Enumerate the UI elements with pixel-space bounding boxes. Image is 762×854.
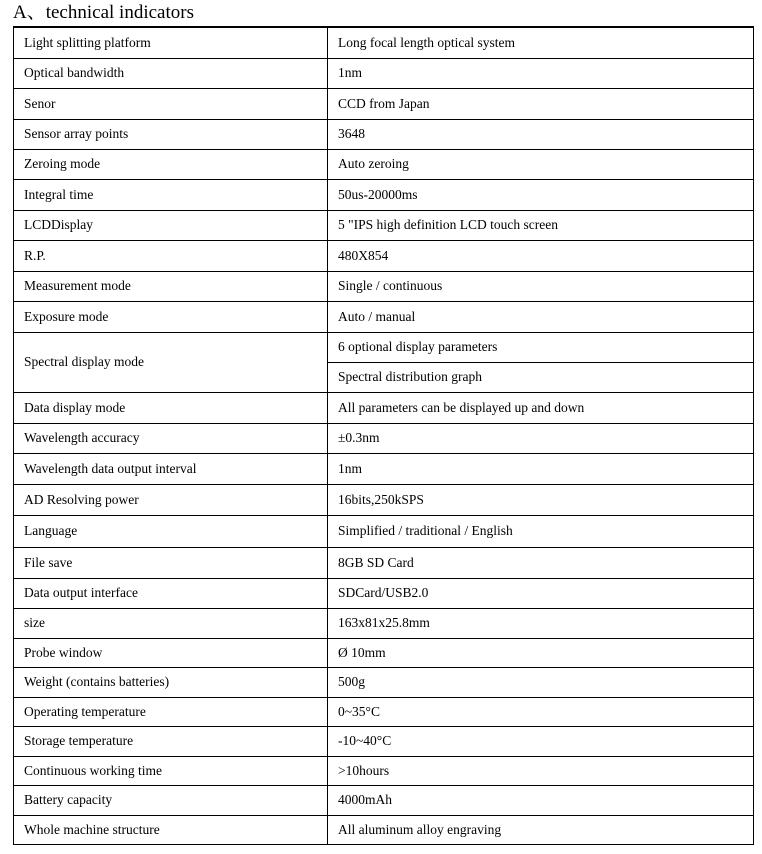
spec-label: File save xyxy=(14,547,328,578)
spec-value: All parameters can be displayed up and down xyxy=(328,392,754,423)
table-row xyxy=(14,515,754,547)
spec-value: 163x81x25.8mm xyxy=(328,608,754,638)
spec-value: Single / continuous xyxy=(328,271,754,301)
spec-value: 5 "IPS high definition LCD touch screen xyxy=(328,210,754,240)
spec-value: All aluminum alloy engraving xyxy=(328,815,754,844)
table-row xyxy=(14,301,754,332)
spec-label: Exposure mode xyxy=(14,301,328,332)
spec-value: 3648 xyxy=(328,119,754,149)
spec-label: Zeroing mode xyxy=(14,149,328,179)
table-row xyxy=(14,119,754,149)
table-row xyxy=(14,27,754,58)
spec-value: 500g xyxy=(328,667,754,697)
spec-value: 0~35°C xyxy=(328,697,754,726)
spec-value: 50us-20000ms xyxy=(328,179,754,210)
spec-label: Senor xyxy=(14,88,328,119)
table-row xyxy=(14,756,754,785)
table-row xyxy=(14,726,754,756)
spec-value: ±0.3nm xyxy=(328,423,754,453)
spec-value: SDCard/USB2.0 xyxy=(328,578,754,608)
table-row xyxy=(14,58,754,88)
table-row xyxy=(14,332,754,362)
spec-label: Wavelength accuracy xyxy=(14,423,328,453)
spec-label: Data display mode xyxy=(14,392,328,423)
table-row xyxy=(14,667,754,697)
spec-label: Storage temperature xyxy=(14,726,328,756)
spec-label: AD Resolving power xyxy=(14,484,328,515)
spec-value: 480X854 xyxy=(328,240,754,271)
spec-value: 8GB SD Card xyxy=(328,547,754,578)
spec-label: Integral time xyxy=(14,179,328,210)
spec-value: 4000mAh xyxy=(328,785,754,815)
table-row xyxy=(14,240,754,271)
spec-value: 1nm xyxy=(328,453,754,484)
spec-label: Spectral display mode xyxy=(14,332,328,392)
spec-label: size xyxy=(14,608,328,638)
table-row xyxy=(14,149,754,179)
table-row xyxy=(14,697,754,726)
table-row xyxy=(14,271,754,301)
spec-label: Continuous working time xyxy=(14,756,328,785)
spec-label: R.P. xyxy=(14,240,328,271)
table-row xyxy=(14,578,754,608)
table-row xyxy=(14,608,754,638)
spec-label: Battery capacity xyxy=(14,785,328,815)
table-row xyxy=(14,179,754,210)
table-row xyxy=(14,423,754,453)
spec-label: Sensor array points xyxy=(14,119,328,149)
technical-indicators-table xyxy=(13,26,754,845)
spec-label: Language xyxy=(14,515,328,547)
table-row xyxy=(14,453,754,484)
spec-value: Auto zeroing xyxy=(328,149,754,179)
spec-value: -10~40°C xyxy=(328,726,754,756)
spec-label: Optical bandwidth xyxy=(14,58,328,88)
spec-value: Long focal length optical system xyxy=(328,27,754,58)
table-row xyxy=(14,785,754,815)
spec-label: Light splitting platform xyxy=(14,27,328,58)
spec-label: Wavelength data output interval xyxy=(14,453,328,484)
spec-value: Simplified / traditional / English xyxy=(328,515,754,547)
spec-value: CCD from Japan xyxy=(328,88,754,119)
spec-value: 16bits,250kSPS xyxy=(328,484,754,515)
section-heading: A、technical indicators xyxy=(13,2,194,23)
spec-label: LCDDisplay xyxy=(14,210,328,240)
table-row xyxy=(14,210,754,240)
spec-value: Spectral distribution graph xyxy=(328,362,754,392)
spec-value: Auto / manual xyxy=(328,301,754,332)
spec-value: Ø 10mm xyxy=(328,638,754,667)
table-row xyxy=(14,88,754,119)
spec-label: Data output interface xyxy=(14,578,328,608)
spec-label: Measurement mode xyxy=(14,271,328,301)
spec-value: >10hours xyxy=(328,756,754,785)
spec-label: Operating temperature xyxy=(14,697,328,726)
spec-value: 1nm xyxy=(328,58,754,88)
spec-label: Probe window xyxy=(14,638,328,667)
table-row xyxy=(14,484,754,515)
table-row xyxy=(14,392,754,423)
table-row xyxy=(14,547,754,578)
spec-label: Whole machine structure xyxy=(14,815,328,844)
spec-label: Weight (contains batteries) xyxy=(14,667,328,697)
table-row xyxy=(14,638,754,667)
table-row xyxy=(14,815,754,844)
spec-value: 6 optional display parameters xyxy=(328,332,754,362)
